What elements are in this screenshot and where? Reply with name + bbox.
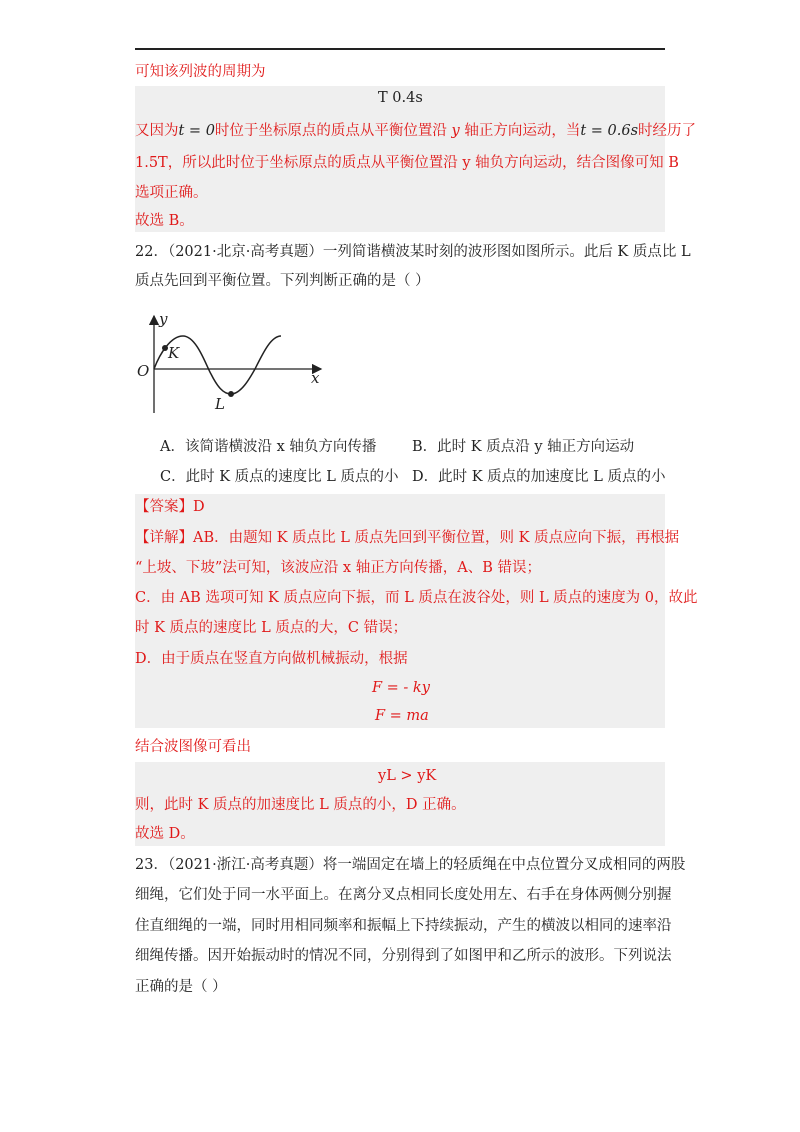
k-label: K — [168, 344, 180, 362]
top-rule — [135, 48, 665, 50]
q22-line1: 22．（2021·北京·高考真题）一列简谐横波某时刻的波形图如图所示。此后 K 质点比 L — [135, 244, 691, 260]
answer-22: 【答案】D — [135, 499, 205, 515]
option-b: B．此时 K 质点沿 y 轴正方向运动 — [412, 439, 635, 455]
text: 又因为 — [135, 123, 179, 139]
block1-line2: 1.5T，所以此时位于坐标原点的质点从平衡位置沿 y 轴负方向运动，结合图像可知 B — [135, 155, 679, 171]
option-d: D．此时 K 质点的加速度比 L 质点的小 — [412, 469, 666, 485]
text: 轴正方向运动，当 — [464, 123, 581, 139]
origin-label: O — [137, 362, 150, 380]
q23-line5: 正确的是（ ） — [135, 979, 227, 995]
option-a: A．该简谐横波沿 x 轴负方向传播 — [160, 439, 377, 455]
intro-text: 可知该列波的周期为 — [135, 64, 266, 80]
option-c: C．此时 K 质点的速度比 L 质点的小 — [160, 469, 399, 485]
detail-line5: D．由于质点在竖直方向做机械振动，根据 — [135, 651, 408, 667]
period-formula: T 0.4s — [378, 90, 423, 106]
l-label: L — [215, 395, 225, 413]
x-axis-label: x — [311, 369, 320, 387]
y-var: y — [451, 123, 460, 139]
q23-line4: 细绳传播。因开始振动时的情况不同，分别得到了如图甲和乙所示的波形。下列说法 — [135, 948, 672, 964]
wave-figure — [135, 308, 335, 418]
block1-line1 — [135, 121, 696, 141]
point-l — [228, 391, 234, 397]
text: 时经历了 — [638, 123, 697, 139]
detail-line3: C．由 AB 选项可知 K 质点应向下振，而 L 质点在波谷处，则 L 质点的速度为 0，故此 — [135, 590, 698, 606]
detail-line4: 时 K 质点的速度比 L 质点的大，C 错误； — [135, 620, 408, 636]
t06-math: t = 0.6s — [580, 123, 639, 139]
q23-line1: 23．（2021·浙江·高考真题）将一端固定在墙上的轻质绳在中点位置分叉成相同的两股 — [135, 857, 686, 873]
detail-line1: 【详解】AB．由题知 K 质点比 L 质点先回到平衡位置，则 K 质点应向下振，再根据 — [135, 530, 680, 546]
formula-f-ky: F = - ky — [372, 680, 430, 696]
y-axis-label: y — [159, 310, 168, 328]
detail-line6: 结合波图像可看出 — [135, 739, 251, 755]
formula-yl-yk: yL > yK — [378, 768, 437, 784]
t0-math: t = 0 — [178, 123, 215, 139]
formula-f-ma: F = ma — [375, 708, 429, 724]
block1-line4: 故选 B。 — [135, 213, 194, 229]
block1-line3: 选项正确。 — [135, 185, 208, 201]
q23-line3: 住直细绳的一端，同时用相同频率和振幅上下持续振动，产生的横波以相同的速率沿 — [135, 918, 672, 934]
q23-line2: 细绳，它们处于同一水平面上。在离分叉点相同长度处用左、右手在身体两侧分别握 — [135, 887, 672, 903]
detail-line8: 故选 D。 — [135, 826, 195, 842]
text: 时位于坐标原点的质点从平衡位置沿 — [214, 123, 447, 139]
detail-line7: 则，此时 K 质点的加速度比 L 质点的小，D 正确。 — [135, 797, 466, 813]
detail-line2: “上坡、下坡”法可知，该波应沿 x 轴正方向传播，A、B 错误； — [135, 560, 541, 576]
q22-line2: 质点先回到平衡位置。下列判断正确的是（ ） — [135, 273, 430, 289]
